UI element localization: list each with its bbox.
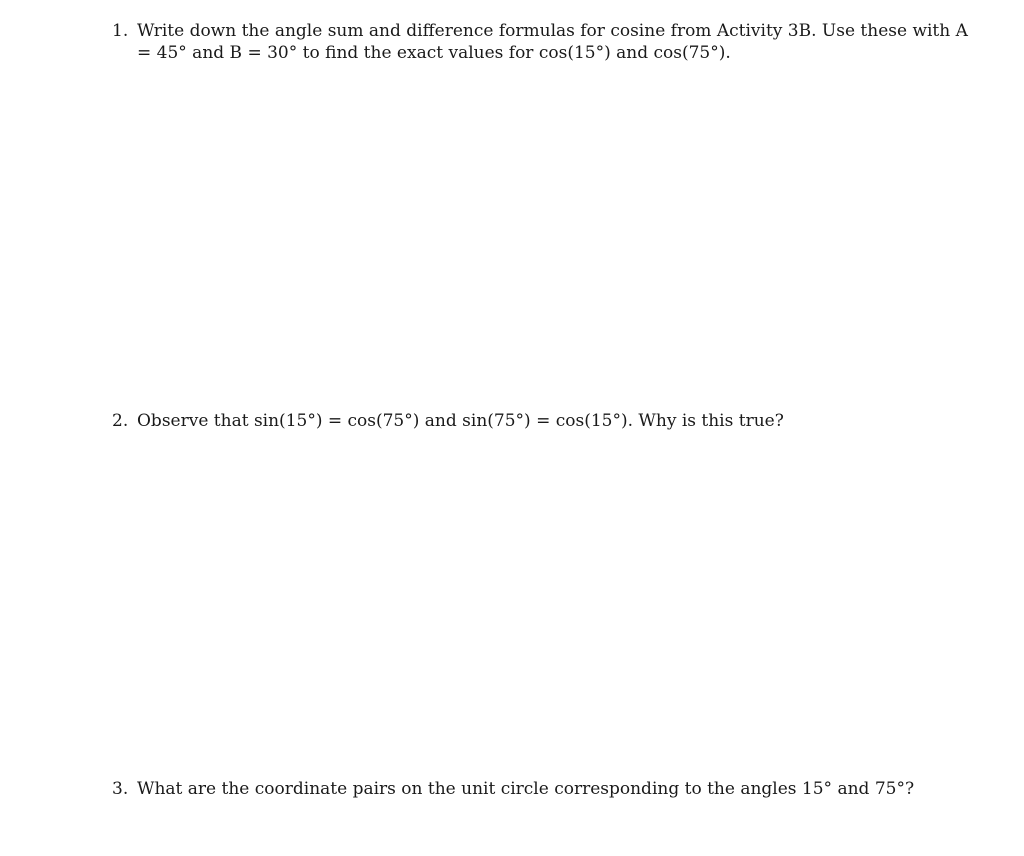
question-number: 2. [112,411,129,431]
question-3 [112,778,982,800]
question-text: Write down the angle sum and difference formulas for cosine from Activity 3B. Use these with A = 45° and B = 30° to find the exact values for cos(15°) and cos(75°). [137,21,968,63]
question-text: Observe that sin(15°) = cos(75°) and sin(75°) = cos(15°). Why is this true? [137,411,784,431]
question-number: 1. [112,21,129,41]
question-text: What are the coordinate pairs on the unit circle corresponding to the angles 15° and 75°? [137,779,915,799]
question-1 [112,20,982,64]
question-number: 3. [112,779,129,799]
question-2 [112,410,982,432]
